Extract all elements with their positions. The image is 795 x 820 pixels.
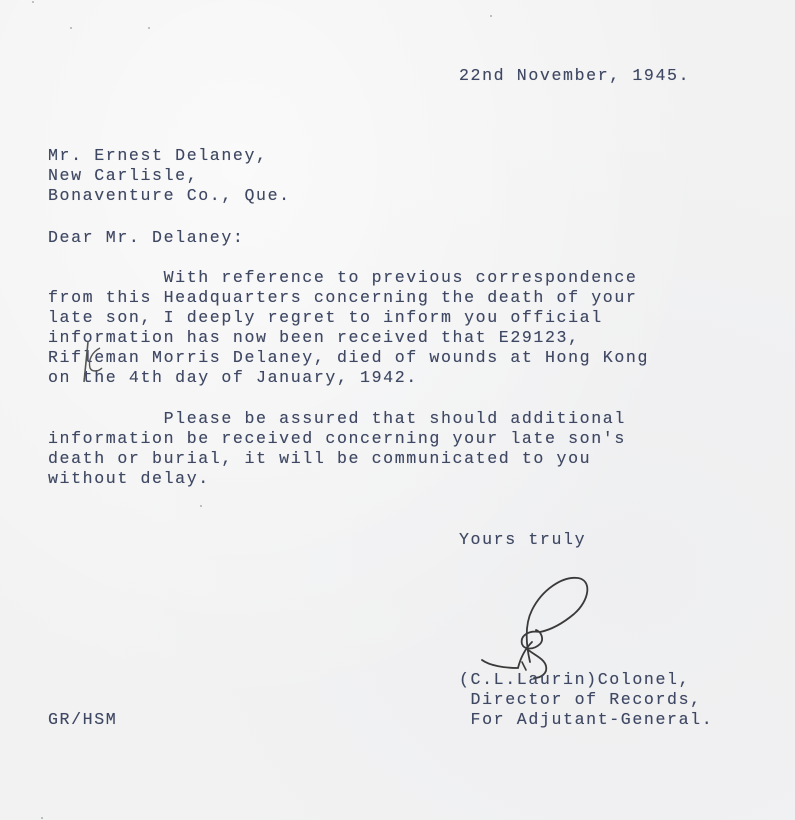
paper-speck: [70, 27, 72, 29]
paper-speck: [148, 27, 150, 29]
paragraph-2: [48, 409, 626, 489]
letter-date: 22nd November, 1945.: [459, 66, 691, 85]
paragraph-line: With reference to previous correspondence: [48, 268, 638, 287]
paper-speck: [32, 1, 34, 3]
recipient-county: Bonaventure Co., Que.: [48, 186, 291, 205]
signatory-office: For Adjutant-General.: [459, 710, 714, 729]
paper-speck: [200, 505, 202, 507]
paper-speck: [490, 15, 492, 17]
closing: Yours truly: [459, 530, 587, 549]
paragraph-1: [48, 268, 649, 388]
handwritten-signature: [470, 570, 600, 680]
paragraph-line: from this Headquarters concerning the death of your: [48, 288, 638, 307]
paragraph-line: death or burial, it will be communicated to you: [48, 449, 592, 468]
recipient-address: [48, 146, 291, 206]
handwritten-correction-mark: [78, 338, 108, 388]
paragraph-line: Please be assured that should additional: [48, 409, 626, 428]
signature-block: [459, 670, 713, 730]
recipient-town: New Carlisle,: [48, 166, 199, 185]
paragraph-line: information has now been received that E29123,: [48, 328, 580, 347]
recipient-name: Mr. Ernest Delaney,: [48, 146, 268, 165]
salutation: Dear Mr. Delaney:: [48, 228, 245, 247]
signatory-name-rank: (C.L.Laurin)Colonel,: [459, 670, 691, 689]
paragraph-line: Rifleman Morris Delaney, died of wounds at Hong Kong: [48, 348, 650, 367]
signatory-title: Director of Records,: [459, 690, 702, 709]
paragraph-line: without delay.: [48, 469, 210, 488]
reference-initials: GR/HSM: [48, 710, 118, 729]
paragraph-line: information be received concerning your late son's: [48, 429, 626, 448]
paper-speck: [41, 817, 43, 819]
paragraph-line: on the 4th day of January, 1942.: [48, 368, 418, 387]
paragraph-line: late son, I deeply regret to inform you official: [48, 308, 603, 327]
